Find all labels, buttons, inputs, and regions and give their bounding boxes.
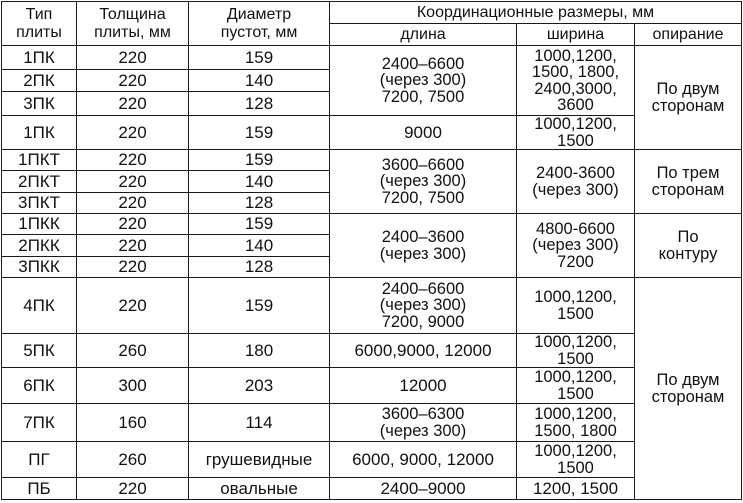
cell-thickness: 220 xyxy=(77,116,189,150)
cell-diameter: 159 xyxy=(189,150,330,171)
length-line: (через 300) xyxy=(379,421,467,440)
cell-length-g1 xyxy=(330,46,517,116)
cell-length-g8 xyxy=(330,404,517,442)
cell-length-g4 xyxy=(330,214,517,278)
support-line: сторонам xyxy=(651,387,725,406)
cell-thickness: 220 xyxy=(77,214,189,235)
length-line: 7200, 7500 xyxy=(381,188,465,207)
cell-thickness: 260 xyxy=(77,442,189,478)
cell-width-g4 xyxy=(517,214,635,278)
cell-diameter: овальные xyxy=(189,478,330,500)
length-line: (через 300) xyxy=(379,244,467,263)
cell-thickness: 220 xyxy=(77,235,189,257)
cell-diameter: 114 xyxy=(189,404,330,442)
cell-diameter: 159 xyxy=(189,116,330,150)
cell-type: 7ПК xyxy=(2,404,77,442)
cell-type: 2ПКТ xyxy=(2,171,77,193)
cell-thickness: 220 xyxy=(77,92,189,116)
cell-type: 1ПКК xyxy=(2,214,77,235)
cell-type: 1ПК xyxy=(2,46,77,70)
support-line: сторонам xyxy=(651,180,725,199)
table-row xyxy=(2,442,742,478)
cell-length-g10: 2400–9000 xyxy=(330,478,517,500)
cell-thickness: 160 xyxy=(77,404,189,442)
header-type-line2: плиты xyxy=(16,23,62,41)
cell-type: 3ПКТ xyxy=(2,193,77,214)
cell-width-g1 xyxy=(517,46,635,116)
width-line: 7200 xyxy=(557,252,594,271)
header-thickness-line1: Толщина xyxy=(99,5,166,23)
cell-diameter: 159 xyxy=(189,214,330,235)
cell-length-g5 xyxy=(330,278,517,334)
width-line: 1500, 1800, xyxy=(531,63,620,81)
cell-width-g9 xyxy=(517,442,635,478)
table-row xyxy=(2,116,742,150)
cell-diameter: 159 xyxy=(189,46,330,70)
length-line: 7200, 7500 xyxy=(381,87,465,106)
header-type xyxy=(2,2,77,46)
header-width: ширина xyxy=(517,24,635,46)
support-line: По двум xyxy=(656,371,720,389)
width-line: 1000,1200, xyxy=(534,46,617,65)
header-diameter-line2: пустот, мм xyxy=(220,23,298,41)
table-row xyxy=(2,214,742,235)
cell-support-g5 xyxy=(635,278,742,500)
cell-diameter: 128 xyxy=(189,257,330,278)
width-line: 1000,1200, xyxy=(534,288,617,306)
width-line: 1500, 1800 xyxy=(534,421,617,440)
table-row xyxy=(2,404,742,442)
cell-thickness: 220 xyxy=(77,150,189,171)
support-line: По двум xyxy=(656,80,720,98)
cell-type: 3ПКК xyxy=(2,257,77,278)
cell-type: 5ПК xyxy=(2,334,77,368)
cell-diameter: 128 xyxy=(189,193,330,214)
length-line: 3600–6600 xyxy=(381,155,465,174)
cell-thickness: 220 xyxy=(77,171,189,193)
cell-length-g2: 9000 xyxy=(330,116,517,150)
width-line: 1500 xyxy=(557,131,594,150)
cell-length-g3 xyxy=(330,150,517,214)
cell-thickness: 220 xyxy=(77,46,189,70)
table-row xyxy=(2,368,742,404)
width-line: 1000,1200, xyxy=(534,405,617,423)
table-row xyxy=(2,150,742,171)
cell-width-g2 xyxy=(517,116,635,150)
width-line: 3600 xyxy=(557,96,594,114)
support-line: сторонам xyxy=(651,96,725,115)
cell-diameter: 203 xyxy=(189,368,330,404)
width-line: 1000,1200, xyxy=(534,442,617,460)
cell-thickness: 220 xyxy=(77,70,189,92)
table-row xyxy=(2,478,742,500)
table-row xyxy=(2,334,742,368)
width-line: 1500 xyxy=(557,458,594,477)
cell-diameter: 159 xyxy=(189,278,330,334)
width-line: 1000,1200, xyxy=(534,115,617,133)
cell-type: 1ПКТ xyxy=(2,150,77,171)
cell-support-g3 xyxy=(635,150,742,214)
length-line: (через 300) xyxy=(379,296,467,315)
cell-type: ПГ xyxy=(2,442,77,478)
table-row xyxy=(2,46,742,70)
cell-length-g7: 12000 xyxy=(330,368,517,404)
width-line: 1000,1200, xyxy=(534,333,617,351)
width-line: (через 300) xyxy=(532,180,619,199)
length-line: 2400–6600 xyxy=(381,54,465,73)
cell-thickness: 220 xyxy=(77,193,189,214)
width-line: 2400,3000, xyxy=(534,79,617,98)
length-line: 2400–3600 xyxy=(381,228,465,246)
header-diameter xyxy=(189,2,330,46)
width-line: 1500 xyxy=(557,304,594,323)
header-thickness xyxy=(77,2,189,46)
header-length: длина xyxy=(330,24,517,46)
cell-thickness: 220 xyxy=(77,478,189,500)
slab-table xyxy=(1,1,742,500)
cell-width-g5 xyxy=(517,278,635,334)
cell-type: ПБ xyxy=(2,478,77,500)
cell-type: 3ПК xyxy=(2,92,77,116)
cell-thickness: 220 xyxy=(77,278,189,334)
cell-diameter: грушевидные xyxy=(189,442,330,478)
header-type-line1: Тип xyxy=(25,5,53,23)
support-line: По трем xyxy=(656,164,720,182)
cell-type: 2ПКК xyxy=(2,235,77,257)
support-line: контуру xyxy=(658,244,718,263)
cell-diameter: 180 xyxy=(189,334,330,368)
support-line: По xyxy=(677,228,699,246)
header-coordination: Координационные размеры, мм xyxy=(330,2,742,24)
cell-thickness: 220 xyxy=(77,257,189,278)
cell-type: 6ПК xyxy=(2,368,77,404)
cell-width-g7 xyxy=(517,368,635,404)
cell-thickness: 260 xyxy=(77,334,189,368)
cell-type: 2ПК xyxy=(2,70,77,92)
width-line: 1500 xyxy=(557,349,594,368)
length-line: (через 300) xyxy=(379,71,467,90)
cell-type: 1ПК xyxy=(2,116,77,150)
cell-width-g8 xyxy=(517,404,635,442)
header-support: опирание xyxy=(635,24,742,46)
cell-diameter: 140 xyxy=(189,70,330,92)
cell-diameter: 128 xyxy=(189,92,330,116)
cell-width-g6 xyxy=(517,334,635,368)
table-row xyxy=(2,278,742,334)
cell-thickness: 300 xyxy=(77,368,189,404)
cell-diameter: 140 xyxy=(189,235,330,257)
cell-type: 4ПК xyxy=(2,278,77,334)
header-diameter-line1: Диаметр xyxy=(226,5,292,23)
length-line: 7200, 9000 xyxy=(381,312,465,331)
width-line: (через 300) xyxy=(532,236,619,255)
cell-length-g6: 6000,9000, 12000 xyxy=(330,334,517,368)
length-line: 3600–6300 xyxy=(381,405,465,423)
cell-width-g10: 1200, 1500 xyxy=(517,478,635,500)
length-line: (через 300) xyxy=(379,172,467,191)
width-line: 4800-6600 xyxy=(536,219,615,238)
cell-diameter: 140 xyxy=(189,171,330,193)
header-thickness-line2: плиты, мм xyxy=(94,23,171,41)
width-line: 1500 xyxy=(557,384,594,403)
length-line: 2400–6600 xyxy=(381,279,465,298)
width-line: 2400-3600 xyxy=(536,164,615,182)
cell-length-g9: 6000, 9000, 12000 xyxy=(330,442,517,478)
width-line: 1000,1200, xyxy=(534,368,617,386)
cell-width-g3 xyxy=(517,150,635,214)
cell-support-g1 xyxy=(635,46,742,150)
cell-support-g4 xyxy=(635,214,742,278)
